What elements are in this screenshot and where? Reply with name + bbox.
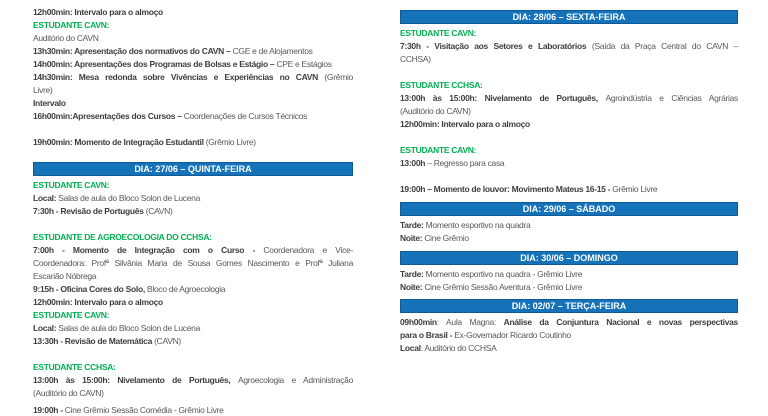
text-segment-green: ESTUDANTE CAVN: xyxy=(33,180,110,190)
text-segment-regular: (CAVN) xyxy=(154,336,181,346)
text-segment-regular: Livre) xyxy=(33,85,53,95)
schedule-line xyxy=(33,361,353,374)
schedule-line xyxy=(33,270,353,283)
text-segment-regular: CGE e de Alojamentos xyxy=(232,46,313,56)
right-column xyxy=(400,10,738,355)
day-header-label: DIA: 30/06 – DOMINGO xyxy=(520,253,618,263)
text-segment-regular: CPE e Estágios xyxy=(276,59,332,69)
schedule-line xyxy=(400,183,738,196)
schedule-line xyxy=(33,71,353,84)
text-segment-regular: Cine Grêmio Sessão Comédia - Grêmio Livre xyxy=(64,405,224,415)
text-segment-bold: 12h00min: Intervalo para o almoço xyxy=(33,297,163,307)
text-segment-bold: Intervalo xyxy=(33,98,66,108)
text-segment-regular: Bloco de Agroecologia xyxy=(146,284,226,294)
day-header-bar xyxy=(400,202,738,216)
schedule-line xyxy=(400,40,738,53)
day-header-label: DIA: 28/06 – SEXTA-FEIRA xyxy=(512,12,626,22)
schedule-line xyxy=(33,19,353,32)
text-segment-bold: para o Brasil - xyxy=(400,330,455,340)
text-segment-regular: Coordenadora: Profª Silvânia Maria de Sousa Gomes Nascimento e Profª Juliana xyxy=(33,258,353,268)
text-segment-regular: Grêmio Livre xyxy=(612,184,658,194)
spacer xyxy=(33,123,353,136)
text-segment-regular: Cine Grêmio Sessão Aventura - Grêmio Livre xyxy=(424,282,583,292)
text-segment-bold: 12h00min: Intervalo para o almoço xyxy=(400,119,530,129)
text-segment-regular: Momento esportivo na quadra xyxy=(425,220,531,230)
spacer xyxy=(400,131,738,144)
spacer xyxy=(400,66,738,79)
text-segment-bold: 16h00min:Apresentações dos Cursos – xyxy=(33,111,184,121)
spacer xyxy=(33,149,353,162)
text-segment-regular: Coordenações de Cursos Técnicos xyxy=(183,111,308,121)
text-segment-bold: 14h30min: Mesa redonda sobre Vivências e Experiências no CAVN xyxy=(33,72,325,82)
text-segment-regular: (Auditório do CAVN) xyxy=(33,388,104,398)
schedule-line xyxy=(33,179,353,192)
text-segment-regular: Coordenadora e Vice- xyxy=(263,245,354,255)
text-segment-regular: : Auditório do CCHSA xyxy=(420,343,497,353)
left-column xyxy=(33,6,353,416)
text-segment-bold: Local xyxy=(400,343,421,353)
schedule-line xyxy=(33,387,353,400)
text-segment-green: ESTUDANTE CAVN: xyxy=(400,28,477,38)
text-segment-bold: 13:00h às 15:00h: Nivelamento de Português, xyxy=(400,93,606,103)
text-segment-regular: (CAVN) xyxy=(145,206,173,216)
schedule-line xyxy=(33,110,353,123)
schedule-line xyxy=(33,231,353,244)
day-header-bar xyxy=(400,299,738,313)
schedule-line xyxy=(400,105,738,118)
schedule-line xyxy=(400,281,738,294)
text-segment-bold: 12h00min: Intervalo para o almoço xyxy=(33,7,163,17)
text-segment-bold: 9:15h - Oficina Cores do Solo, xyxy=(33,284,147,294)
spacer xyxy=(400,170,738,183)
schedule-line xyxy=(33,97,353,110)
text-segment-bold: 7:00h - Momento de Integração com o Curso - xyxy=(33,245,264,255)
schedule-line xyxy=(400,342,738,355)
schedule-line xyxy=(33,404,353,416)
text-segment-regular: Salas de aula do Bloco Solon de Lucena xyxy=(58,323,201,333)
schedule-line xyxy=(400,232,738,245)
text-segment-bold: 14h00min: Apresentações dos Programas de Bolsas e Estágio – xyxy=(33,59,277,69)
schedule-line xyxy=(33,205,353,218)
schedule-line xyxy=(400,268,738,281)
text-segment-regular: Salas de aula do Bloco Solon de Lucena xyxy=(58,193,201,203)
text-segment-regular: Agroindústria e Ciências Agrárias xyxy=(605,93,738,103)
schedule-line xyxy=(33,32,353,45)
text-segment-green: ESTUDANTE DE AGROECOLOGIA DO CCHSA: xyxy=(33,232,212,242)
schedule-line xyxy=(33,335,353,348)
spacer xyxy=(33,348,353,361)
text-segment-bold: Tarde: xyxy=(400,269,426,279)
schedule-line xyxy=(33,136,353,149)
text-segment-bold: 13:30h - Revisão de Matemática xyxy=(33,336,155,346)
schedule-line xyxy=(400,316,738,329)
text-segment-regular: – Regresso para casa xyxy=(427,158,505,168)
text-segment-bold: 13:00h xyxy=(400,158,428,168)
schedule-line xyxy=(33,309,353,322)
schedule-line xyxy=(33,374,353,387)
text-segment-bold: 7:30h - Revisão de Português xyxy=(33,206,146,216)
schedule-line xyxy=(33,45,353,58)
text-segment-regular: (Auditório do CAVN) xyxy=(400,106,471,116)
schedule-line xyxy=(33,244,353,257)
text-segment-bold: Local: xyxy=(33,193,59,203)
text-segment-bold: 7:30h - Visitação aos Setores e Laboratórios xyxy=(400,41,592,51)
text-segment-bold: 09h00min xyxy=(400,317,437,327)
day-header-label: DIA: 02/07 – TERÇA-FEIRA xyxy=(511,301,627,311)
schedule-line xyxy=(33,257,353,270)
spacer xyxy=(33,218,353,231)
schedule-line xyxy=(33,296,353,309)
schedule-line xyxy=(400,92,738,105)
text-segment-regular: Cine Grêmio xyxy=(424,233,469,243)
text-segment-green: ESTUDANTE CCHSA: xyxy=(33,362,116,372)
schedule-line xyxy=(400,53,738,66)
text-segment-bold: 19:00h – Momento de louvor: Movimento Mateus 16-15 - xyxy=(400,184,613,194)
day-header-label: DIA: 29/06 – SÁBADO xyxy=(522,204,616,214)
text-segment-bold: Local: xyxy=(33,323,59,333)
schedule-line xyxy=(400,329,738,342)
text-segment-regular: (Grêmio Livre) xyxy=(205,137,256,147)
text-segment-regular: (Grêmio xyxy=(324,72,353,82)
text-segment-regular: Agroecologia e Administração xyxy=(237,375,353,385)
schedule-line xyxy=(400,219,738,232)
text-segment-bold: 19h00min: Momento de Integração Estudantil xyxy=(33,137,206,147)
schedule-line xyxy=(33,6,353,19)
text-segment-regular: Auditório do CAVN xyxy=(33,33,99,43)
text-segment-green: ESTUDANTE CCHSA: xyxy=(400,80,483,90)
text-segment-regular: Escarião Nóbrega xyxy=(33,271,97,281)
text-segment-bold: Noite: xyxy=(400,233,425,243)
text-segment-regular: Momento esportivo na quadra - Grêmio Livre xyxy=(425,269,583,279)
schedule-line xyxy=(33,84,353,97)
text-segment-bold: Tarde: xyxy=(400,220,426,230)
text-segment-regular: (Saída da Praça Central do CAVN – xyxy=(591,41,739,51)
schedule-line xyxy=(33,192,353,205)
day-header-bar xyxy=(400,251,738,265)
text-segment-bold: 13:00h às 15:00h: Nivelamento de Português, xyxy=(33,375,238,385)
schedule-line xyxy=(33,58,353,71)
day-header-bar xyxy=(400,10,738,24)
text-segment-regular: Ex-Governador Ricardo Coutinho xyxy=(454,330,571,340)
text-segment-green: ESTUDANTE CAVN: xyxy=(33,310,110,320)
text-segment-bold: 19:00h - xyxy=(33,405,65,415)
text-segment-bold: Noite: xyxy=(400,282,425,292)
schedule-line xyxy=(400,118,738,131)
day-header-bar xyxy=(33,162,353,176)
schedule-line xyxy=(400,27,738,40)
text-segment-bold: Análise da Conjuntura Nacional e novas perspectivas xyxy=(503,317,738,327)
text-segment-green: ESTUDANTE CAVN: xyxy=(33,20,110,30)
text-segment-regular: CCHSA) xyxy=(400,54,431,64)
schedule-line xyxy=(400,79,738,92)
text-segment-green: ESTUDANTE CAVN: xyxy=(400,145,477,155)
day-header-label: DIA: 27/06 – QUINTA-FEIRA xyxy=(134,164,252,174)
schedule-line xyxy=(400,157,738,170)
text-segment-regular: : Aula Magna: xyxy=(436,317,504,327)
schedule-line xyxy=(33,283,353,296)
schedule-line xyxy=(400,144,738,157)
schedule-line xyxy=(33,322,353,335)
text-segment-bold: 13h30min: Apresentação dos normativos do CAVN – xyxy=(33,46,233,56)
